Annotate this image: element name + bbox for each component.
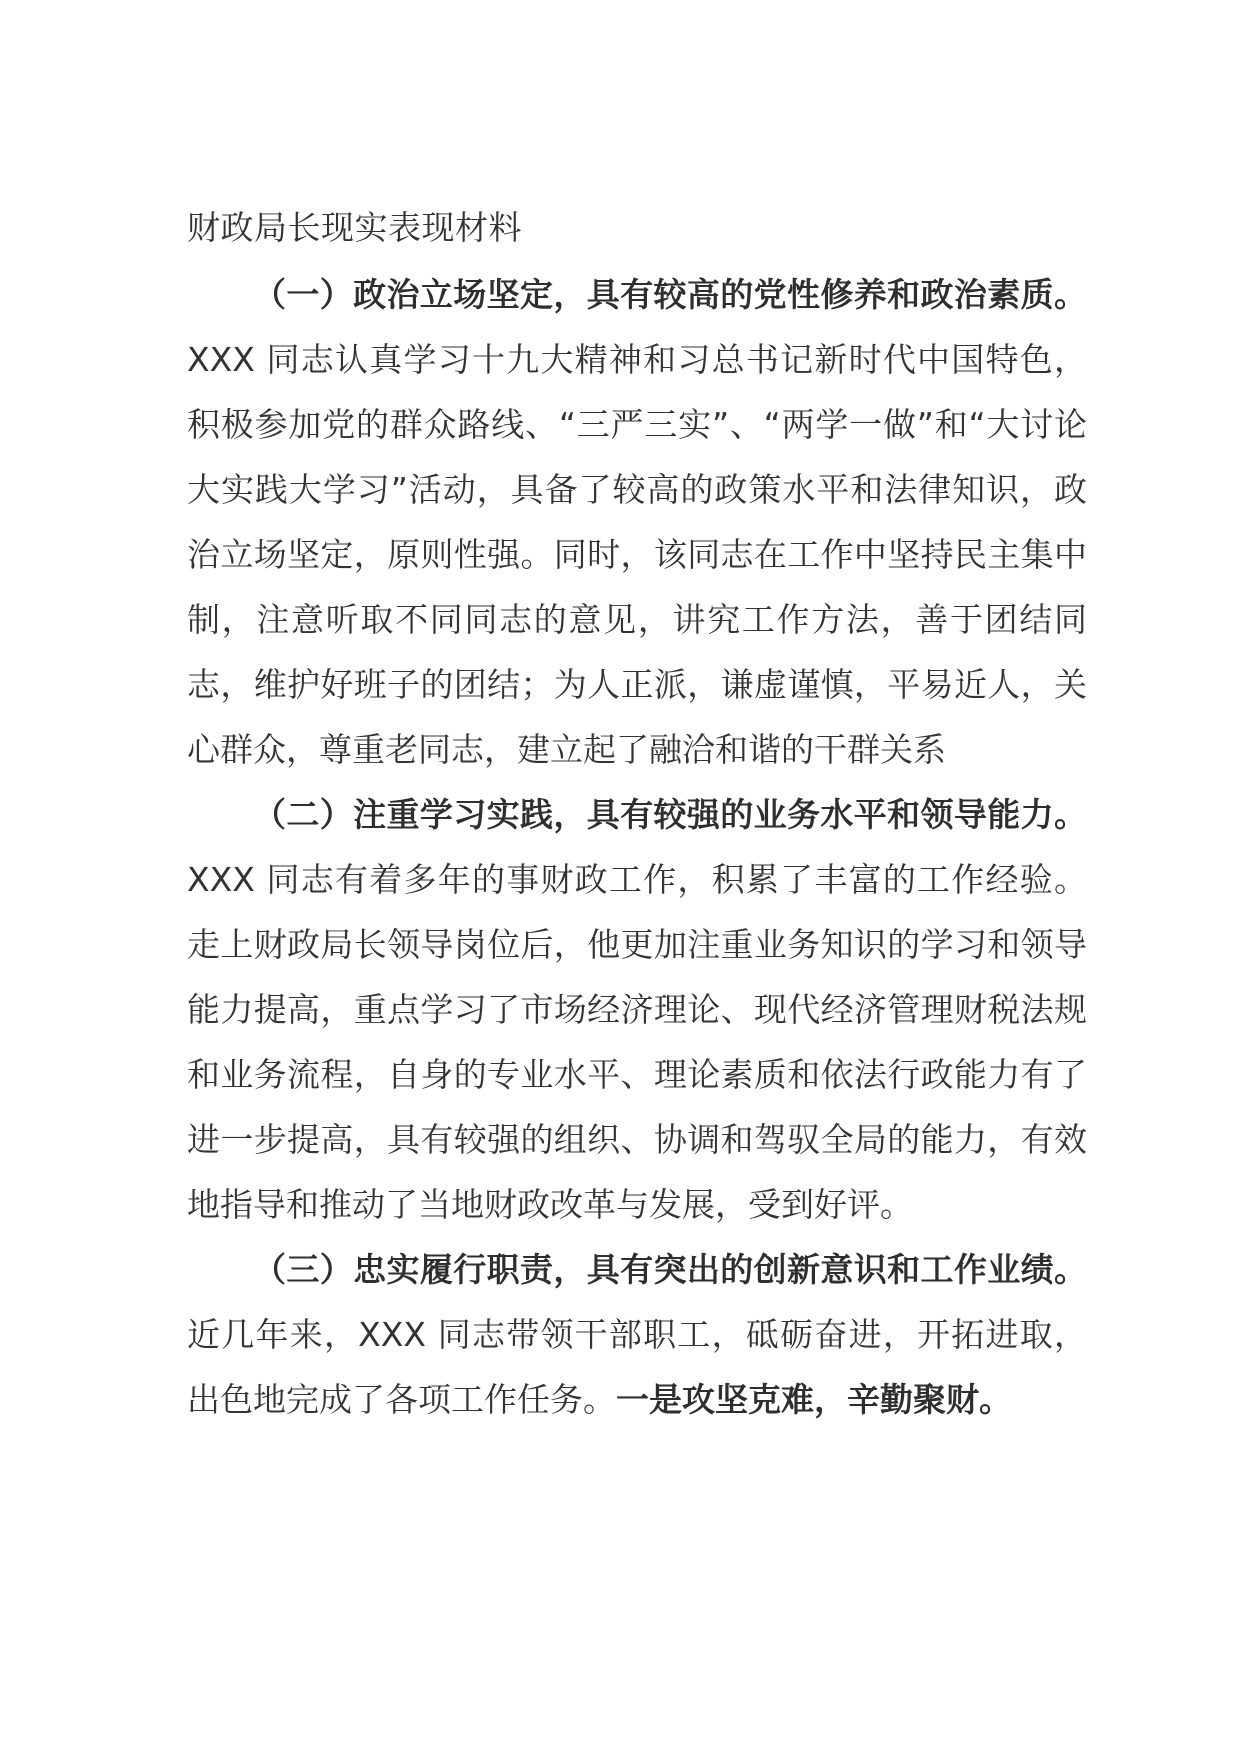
section-2-body: XXX 同志有着多年的事财政工作，积累了丰富的工作经验。走上财政局长领导岗位后，他更加注重业务知识的学习和领导能力提高，重点学习了市场经济理论、现代经济管理财税法规和业务流程，自身的专业水平、理论素质和依法行政能力有了进一步提高，具有较强的组织、协调和驾驭全局的能力，有效地指导和推动了当地财政改革与发展，受到好评。 (187, 860, 1087, 1224)
section-1 (187, 262, 1087, 782)
section-2 (187, 782, 1087, 1237)
section-2-heading: （二）注重学习实践，具有较强的业务水平和领导能力。 (253, 795, 1087, 834)
section-3-trailing-bold: 一是攻坚克难，辛勤聚财。 (616, 1380, 1012, 1419)
section-3-heading: （三）忠实履行职责，具有突出的创新意识和工作业绩。 (253, 1250, 1087, 1289)
document-page (187, 195, 1087, 1432)
section-1-heading: （一）政治立场坚定，具有较高的党性修养和政治素质。 (253, 275, 1087, 314)
section-3 (187, 1237, 1087, 1432)
section-3-body: 近几年来，XXX 同志带领干部职工，砥砺奋进，开拓进取，出色地完成了各项工作任务。 (187, 1315, 1087, 1419)
section-1-body: XXX 同志认真学习十九大精神和习总书记新时代中国特色，积极参加党的群众路线、“三严三实”、“两学一做”和“大讨论大实践大学习”活动，具备了较高的政策水平和法律知识，政治立场坚定，原则性强。同时，该同志在工作中坚持民主集中制，注意听取不同同志的意见，讲究工作方法，善于团结同志，维护好班子的团结；为人正派，谦虚谨慎，平易近人，关心群众，尊重老同志，建立起了融洽和谐的干群关系 (187, 340, 1087, 769)
document-title: 财政局长现实表现材料 (187, 208, 522, 247)
